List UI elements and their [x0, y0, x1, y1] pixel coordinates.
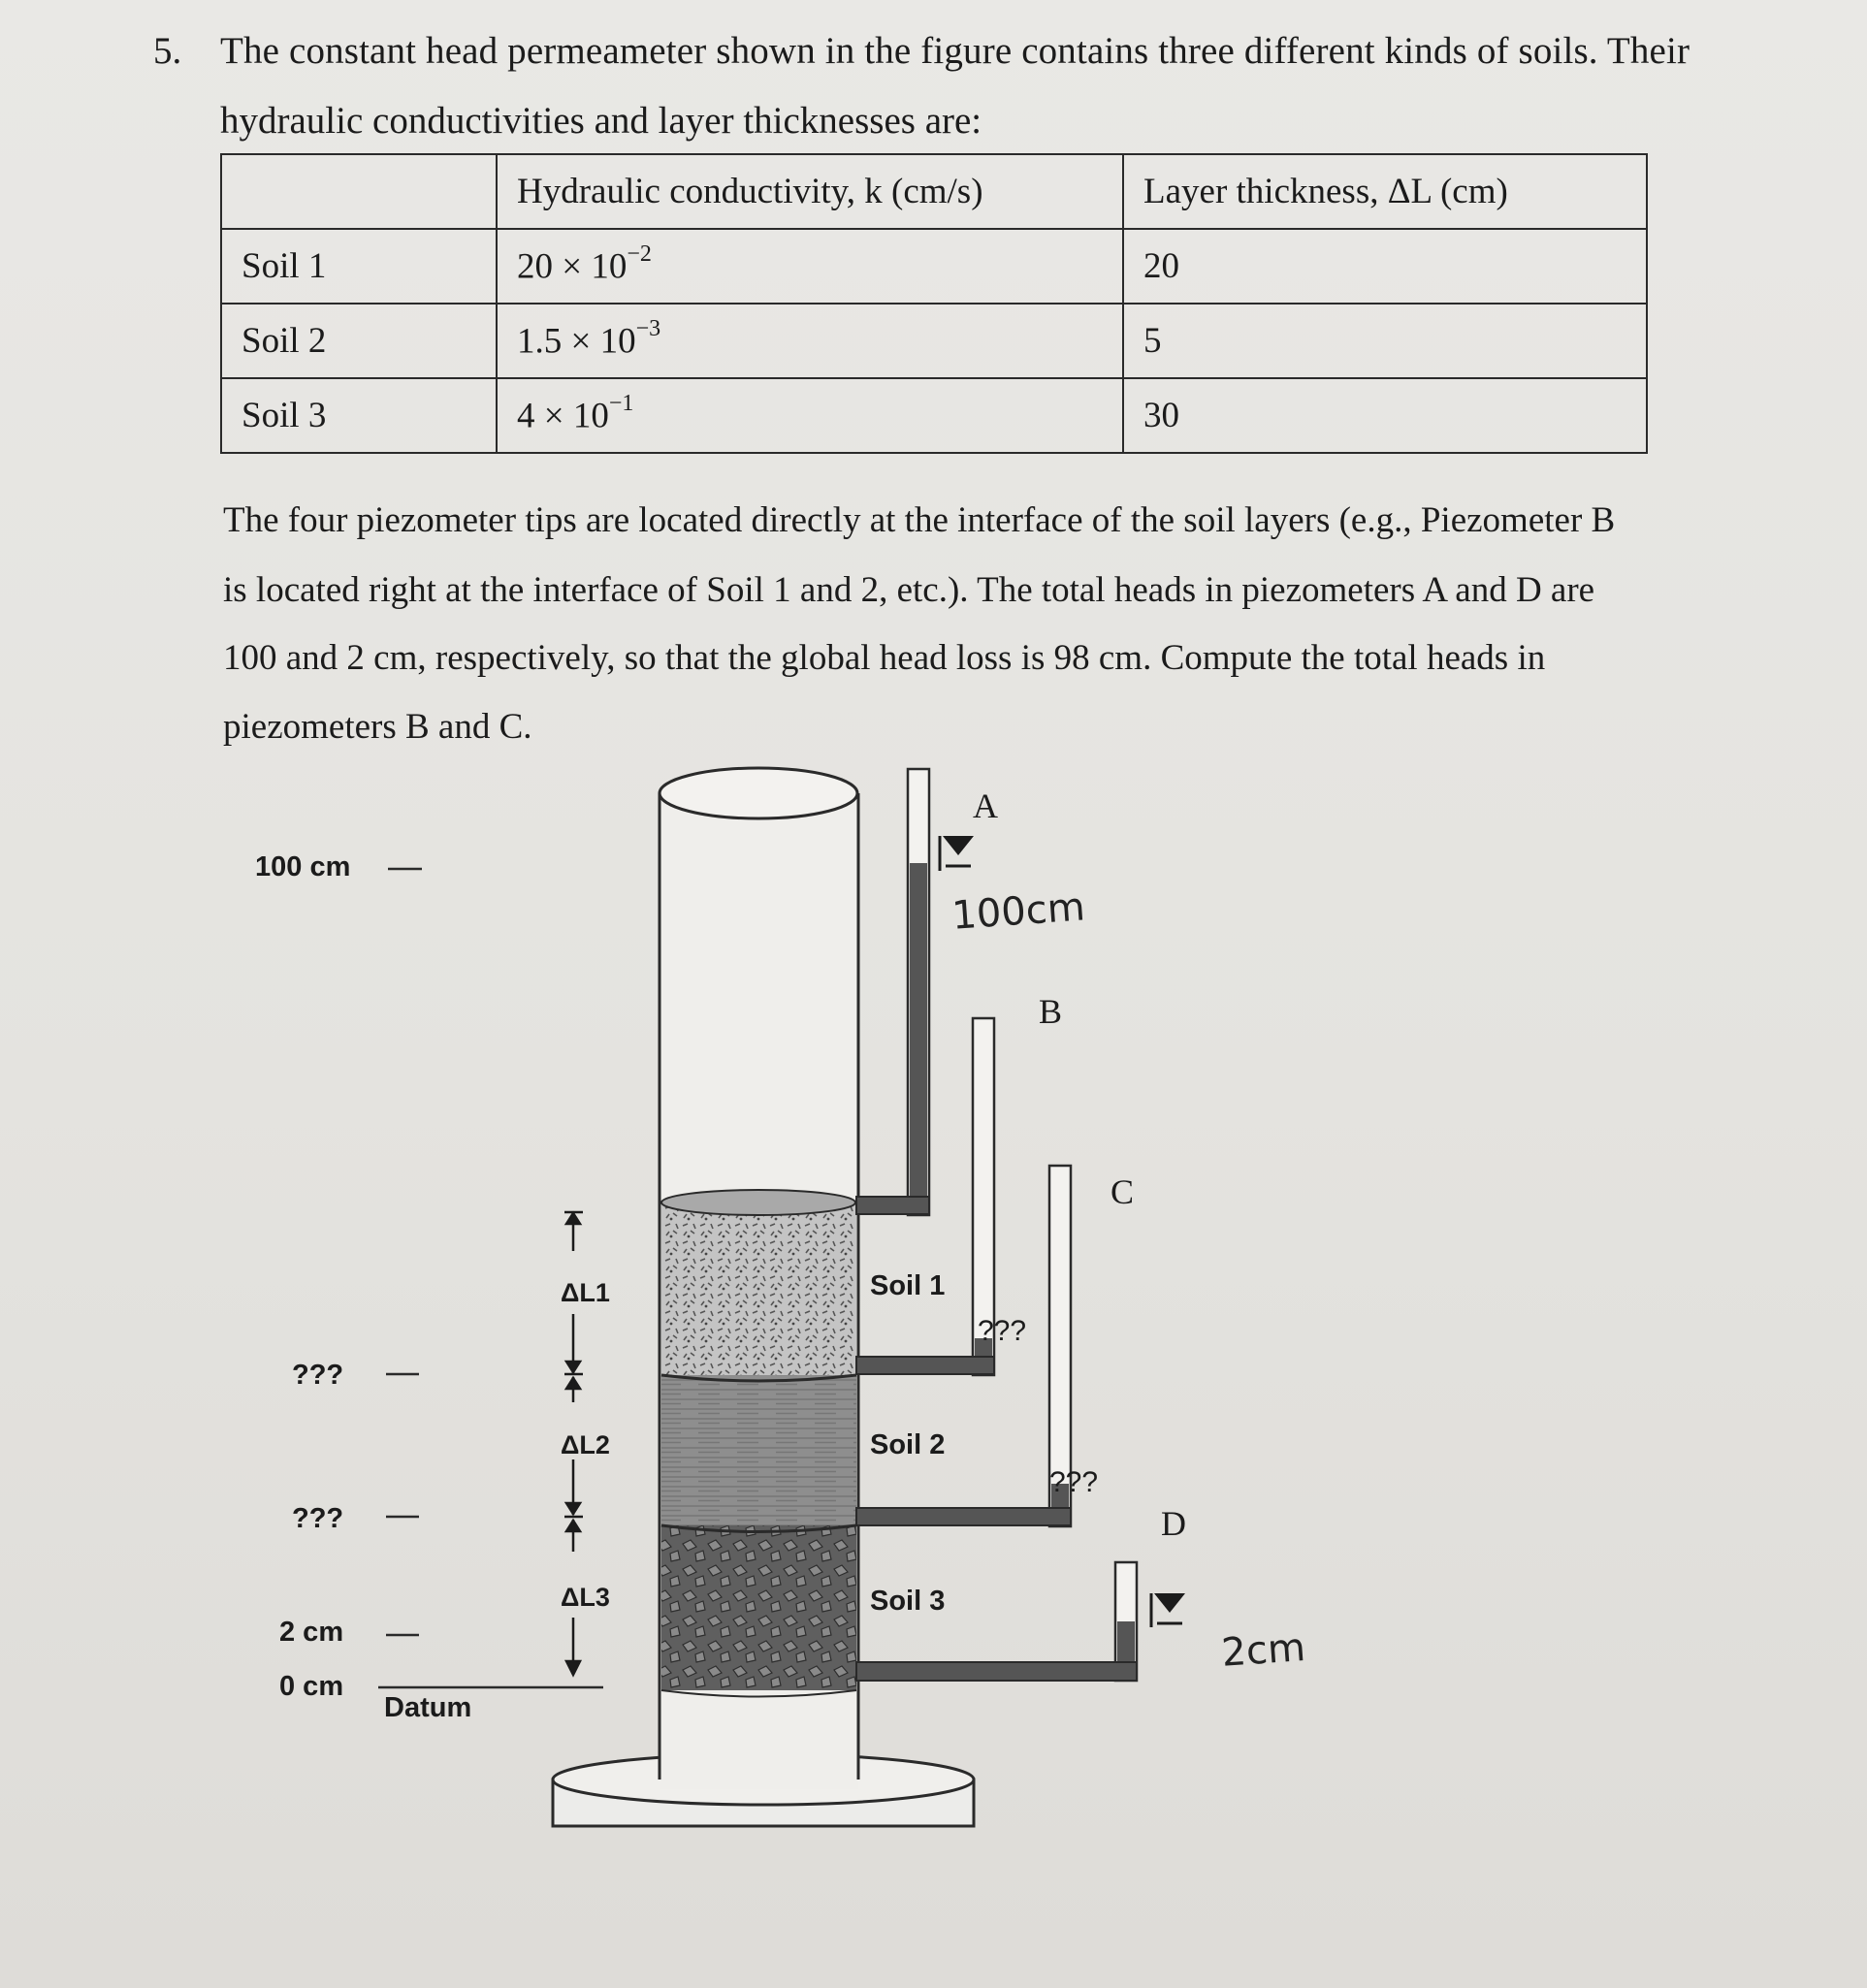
question-body-line-3: 100 and 2 cm, respectively, so that the global head loss is 98 cm. Compute the total heads in: [223, 638, 1546, 678]
soil-1-label: Soil 1: [870, 1270, 946, 1301]
table-cell-thickness: 30: [1123, 378, 1647, 453]
k-exponent: −1: [608, 390, 634, 416]
piezometer-c-unknown: ???: [1049, 1466, 1099, 1498]
question-intro-line-2: hydraulic conductivities and layer thicknesses are:: [220, 100, 982, 142]
head-label-c-unknown: ???: [292, 1503, 344, 1534]
delta-l3-label: ΔL3: [561, 1583, 610, 1612]
delta-l1-label: ΔL1: [561, 1278, 610, 1307]
piezometer-b-unknown: ???: [978, 1315, 1027, 1347]
head-label-0cm: 0 cm: [279, 1671, 344, 1702]
piezometer-a: [856, 769, 974, 1215]
question-intro-line-1: The constant head permeameter shown in the figure contains three different kinds of soils. Their: [220, 30, 1690, 72]
k-base: 1.5 × 10: [517, 321, 636, 362]
head-label-100cm: 100 cm: [255, 851, 351, 882]
question-body-line-1: The four piezometer tips are located directly at the interface of the soil layers (e.g., Piezometer B: [223, 500, 1616, 540]
question-number: 5.: [153, 30, 182, 72]
table-header-cell: Layer thickness, ΔL (cm): [1123, 154, 1647, 229]
question-body-line-2: is located right at the interface of Soil 1 and 2, etc.). The total heads in piezometers A and D are: [223, 570, 1595, 610]
k-exponent: −3: [635, 315, 661, 341]
piezometer-d-label: D: [1161, 1504, 1186, 1543]
piezometer-d: [856, 1562, 1185, 1681]
head-label-b-unknown: ???: [292, 1360, 344, 1391]
table-cell-thickness: 5: [1123, 304, 1647, 378]
soil-2-layer: [661, 1375, 856, 1525]
handwritten-100cm: 100cm: [950, 884, 1087, 939]
piezometer-c-label: C: [1111, 1172, 1135, 1211]
question-body-line-4: piezometers B and C.: [223, 707, 532, 747]
soil-2-label: Soil 2: [870, 1429, 946, 1460]
soil-3-label: Soil 3: [870, 1586, 946, 1617]
head-label-2cm: 2 cm: [279, 1617, 344, 1648]
piezometer-b-label: B: [1039, 992, 1063, 1031]
delta-l2-label: ΔL2: [561, 1430, 610, 1459]
table-cell-soil: Soil 3: [221, 378, 497, 453]
table-header-cell: Hydraulic conductivity, k (cm/s): [497, 154, 1123, 229]
k-base: 20 × 10: [517, 246, 628, 287]
datum-label: Datum: [384, 1692, 472, 1723]
piezometer-c: [856, 1166, 1071, 1526]
column: [660, 768, 858, 1789]
handwritten-2cm: 2cm: [1220, 1624, 1307, 1676]
table-cell-soil: Soil 2: [221, 304, 497, 378]
table-cell-thickness: 20: [1123, 229, 1647, 304]
k-exponent: −2: [627, 240, 652, 267]
k-base: 4 × 10: [517, 396, 609, 436]
piezometer-a-label: A: [973, 786, 998, 825]
soil-1-layer: [661, 1202, 856, 1375]
soil-3-layer: [661, 1525, 856, 1690]
table-cell-soil: Soil 1: [221, 229, 497, 304]
